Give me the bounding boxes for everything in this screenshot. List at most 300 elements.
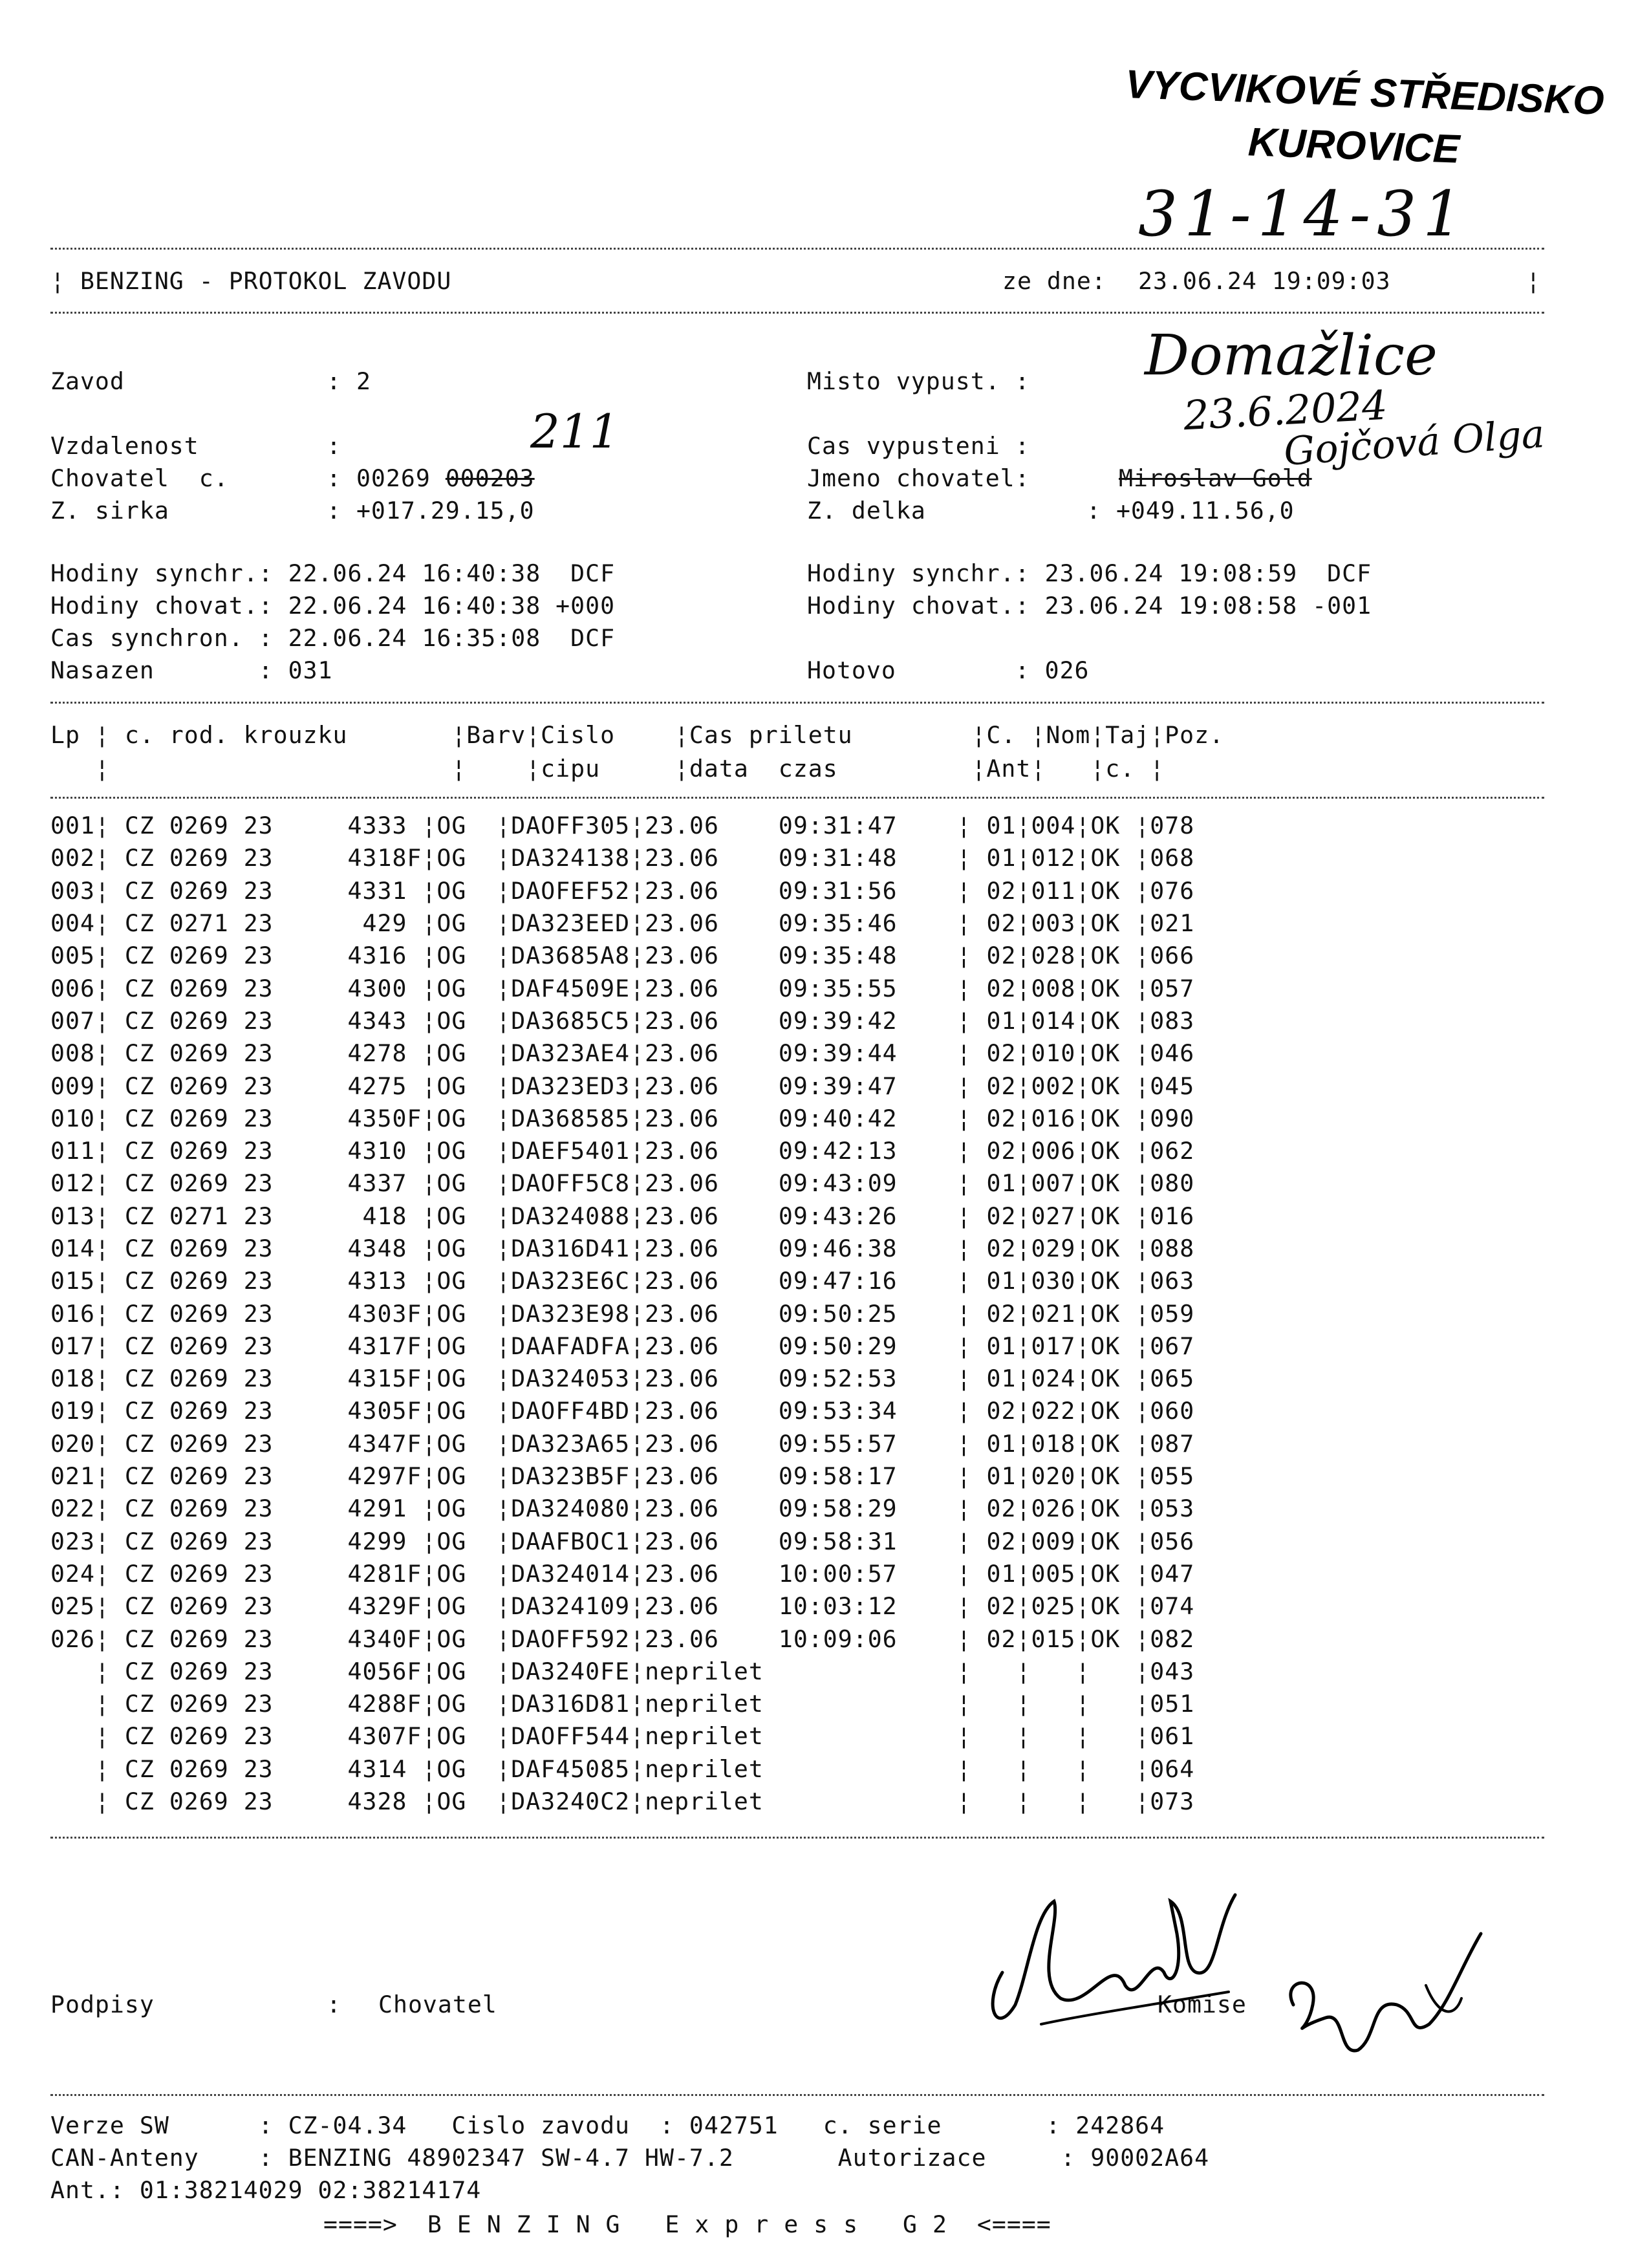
cell-taj: OK — [1090, 1397, 1136, 1425]
cell-antenna — [987, 1753, 1017, 1786]
results-body — [50, 810, 1194, 1818]
cell-ring: CZ 0269 23 — [124, 1787, 274, 1816]
cell-antenna — [987, 1786, 1017, 1818]
cell-arrival-time: 09:39:47 — [763, 1072, 912, 1100]
cell-antenna: 02 — [986, 1104, 1017, 1132]
cell-sep: ¦ — [94, 812, 125, 840]
cell-chip: DA324053 — [511, 1365, 630, 1393]
cell-sep: ¦ — [1016, 974, 1031, 1002]
cell-sep: ¦ — [94, 1625, 125, 1653]
cell-taj: OK — [1090, 1559, 1136, 1588]
cell-sep: ¦ — [422, 1495, 437, 1523]
cell-taj: OK — [1090, 876, 1136, 905]
cell-nom: 025 — [1031, 1592, 1076, 1621]
cell-sep: ¦ — [422, 1169, 437, 1198]
commission-signature — [1267, 1908, 1513, 2069]
cell-lp: 014 — [50, 1235, 95, 1262]
cell-sep: ¦ — [630, 1235, 645, 1262]
cell-taj: OK — [1090, 1332, 1136, 1360]
cell-taj: OK — [1090, 1267, 1136, 1295]
cell-sep: ¦ — [912, 1690, 987, 1718]
cell-sep: ¦ — [912, 1787, 987, 1816]
table-row — [50, 810, 1194, 842]
cell-ring-number: 4056F — [273, 1657, 422, 1685]
cell-sep: ¦ — [422, 1787, 437, 1816]
cell-ring: CZ 0269 23 — [124, 1657, 274, 1685]
cell-sep: ¦ — [1135, 1235, 1150, 1262]
cell-color: OG — [436, 844, 497, 872]
cell-nom: 024 — [1031, 1365, 1076, 1393]
cell-antenna: 01 — [986, 1462, 1017, 1491]
cell-position: 087 — [1150, 1429, 1195, 1458]
cell-sep: ¦ — [496, 1365, 512, 1393]
cell-chip: DA3240C2 — [511, 1787, 630, 1816]
cell-position: 061 — [1150, 1722, 1195, 1751]
cell-lp — [50, 1786, 95, 1818]
cell-arrival-date: 23.06 — [645, 1137, 719, 1165]
cell-position: 053 — [1150, 1495, 1195, 1523]
cell-arrival-time: 09:52:53 — [763, 1365, 912, 1393]
cell-ring-number: 4348 — [273, 1235, 422, 1262]
cell-sep: ¦ — [422, 1429, 437, 1458]
table-row — [50, 1590, 1194, 1623]
table-row — [50, 1070, 1194, 1102]
cell-arrival-date: 23.06 — [645, 876, 719, 905]
cell-color: OG — [436, 1559, 497, 1588]
cell-sep: ¦ — [1075, 1690, 1091, 1718]
cell-sep: ¦ — [94, 1397, 125, 1425]
cell-chip: DAF4509E — [511, 974, 630, 1002]
cell-sep: ¦ — [630, 974, 645, 1002]
cell-sep: ¦ — [912, 909, 987, 938]
cell-sep: ¦ — [94, 1690, 125, 1718]
cell-sep: ¦ — [1075, 1592, 1091, 1621]
cell-antenna: 01 — [986, 812, 1017, 840]
cell-sep: ¦ — [912, 812, 987, 840]
cell-chip: DAF45085 — [511, 1755, 630, 1783]
cell-position: 051 — [1150, 1690, 1195, 1718]
header-right-bar: ¦ — [1526, 267, 1541, 295]
cell-color: OG — [436, 1625, 497, 1653]
cell-chip: DA316D81 — [511, 1690, 630, 1718]
cell-color: OG — [436, 1039, 497, 1068]
cell-sep: ¦ — [1135, 909, 1150, 938]
sync-left-1: Hodiny synchr.: 22.06.24 16:40:38 DCF — [50, 559, 616, 587]
sync-left-2: Hodiny chovat.: 22.06.24 16:40:38 +000 — [50, 592, 616, 620]
cell-sep: ¦ — [1135, 876, 1150, 905]
cell-chip: DAOFF592 — [511, 1625, 630, 1653]
cell-sep: ¦ — [630, 1332, 645, 1360]
cell-lp: 025 — [50, 1592, 95, 1621]
cell-sep: ¦ — [1135, 1169, 1150, 1198]
cell-color: OG — [436, 812, 497, 840]
sync-left-4: Nasazen : 031 — [50, 656, 333, 684]
cell-nom: 009 — [1031, 1527, 1076, 1555]
cell-arrival-time: 09:35:46 — [763, 909, 912, 938]
podpisy-colon: : — [327, 1991, 341, 2018]
cell-nom: 017 — [1031, 1332, 1076, 1360]
cell-sep: ¦ — [94, 1429, 125, 1458]
cell-sep: ¦ — [630, 812, 645, 840]
cell-color: OG — [436, 942, 497, 970]
cell-sep: ¦ — [1016, 1397, 1031, 1425]
cell-nom: 027 — [1031, 1202, 1076, 1230]
cell-arrival-date: 23.06 — [645, 1429, 719, 1458]
cell-sep: ¦ — [1016, 1299, 1031, 1328]
protocol-title: ¦ BENZING - PROTOKOL ZAVODU — [50, 267, 452, 295]
cell-sep: ¦ — [94, 942, 125, 970]
cell-lp: 019 — [50, 1397, 95, 1425]
chovatel-struck-number: 000203 — [445, 464, 535, 492]
cell-sep: ¦ — [422, 1202, 437, 1230]
cell-arrival-date: 23.06 — [645, 909, 719, 938]
cell-arrival-time: 09:50:29 — [763, 1332, 912, 1360]
cell-sep: ¦ — [496, 942, 512, 970]
cell-sep: ¦ — [422, 1332, 437, 1360]
cell-sep: ¦ — [94, 1657, 125, 1685]
cell-sep: ¦ — [1016, 1072, 1031, 1100]
cell-sep: ¦ — [912, 1559, 987, 1588]
cell-sep: ¦ — [630, 1429, 645, 1458]
cell-sep: ¦ — [630, 1527, 645, 1555]
cell-position: 064 — [1150, 1755, 1195, 1783]
cell-sep: ¦ — [496, 1625, 512, 1653]
cell-arrival-time: 09:58:29 — [763, 1495, 912, 1523]
podpisy-label: Podpisy — [50, 1991, 155, 2018]
cell-ring: CZ 0269 23 — [124, 1137, 274, 1165]
cell-ring-number: 418 — [273, 1202, 422, 1230]
cell-arrival-date: 23.06 — [645, 1527, 719, 1555]
cell-arrival-date: 23.06 — [645, 1267, 719, 1295]
cell-sep: ¦ — [1135, 1559, 1150, 1588]
table-header-line-2: ¦ ¦ ¦cipu ¦data czas ¦Ant¦ ¦c. ¦ — [50, 755, 1165, 783]
cell-arrival-date: 23.06 — [645, 844, 719, 872]
cell-ring: CZ 0269 23 — [124, 1429, 274, 1458]
cell-sep: ¦ — [912, 1429, 987, 1458]
cell-sep: ¦ — [496, 1137, 512, 1165]
cell-arrival-time — [764, 1688, 912, 1720]
cell-sep: ¦ — [422, 1657, 437, 1685]
cell-sep: ¦ — [630, 1169, 645, 1198]
cell-sep: ¦ — [496, 1039, 512, 1068]
results-table — [50, 810, 1194, 1818]
cell-sep: ¦ — [630, 1755, 645, 1783]
cell-sep: ¦ — [1016, 942, 1031, 970]
cell-color: OG — [436, 974, 497, 1002]
cell-sep: ¦ — [630, 909, 645, 938]
cell-taj: OK — [1090, 844, 1136, 872]
cell-nom: 006 — [1031, 1137, 1076, 1165]
cell-sep: ¦ — [912, 1137, 987, 1165]
cell-position: 016 — [1150, 1202, 1195, 1230]
cell-nom: 015 — [1031, 1625, 1076, 1653]
cell-lp: 008 — [50, 1039, 95, 1068]
cell-sep: ¦ — [1016, 812, 1031, 840]
cell-ring-number: 4275 — [273, 1072, 422, 1100]
cell-sep: ¦ — [422, 1722, 437, 1751]
cell-color: OG — [436, 1462, 497, 1491]
sirka-value: : +017.29.15,0 — [327, 497, 535, 524]
table-row — [50, 1103, 1194, 1135]
cell-sep: ¦ — [422, 1299, 437, 1328]
cell-sep: ¦ — [94, 1722, 125, 1751]
cell-sep: ¦ — [1016, 1429, 1031, 1458]
cell-ring-number: 4305F — [273, 1397, 422, 1425]
cell-chip: DA3685C5 — [511, 1006, 630, 1035]
cell-arrival-date: 23.06 — [645, 1592, 719, 1621]
cell-arrival-date: 23.06 — [645, 1235, 719, 1262]
cell-lp: 024 — [50, 1559, 95, 1588]
cell-sep: ¦ — [94, 1137, 125, 1165]
cell-arrival-time — [764, 1753, 912, 1786]
cell-sep: ¦ — [94, 1787, 125, 1816]
stamp-line-1: VYCVIKOVÉ STŘEDISKO — [1125, 62, 1605, 124]
cell-sep: ¦ — [1135, 1527, 1150, 1555]
cell-sep: ¦ — [912, 1365, 987, 1393]
cell-arrival-time — [764, 1656, 912, 1688]
cell-arrival-time: 09:31:56 — [763, 876, 912, 905]
cell-sep: ¦ — [1135, 1495, 1150, 1523]
cell-arrival-date: 23.06 — [645, 1495, 719, 1523]
cell-ring-number: 4347F — [273, 1429, 422, 1458]
handwritten-name: Gojčová Olga — [1282, 411, 1546, 475]
cell-arrival-date: 23.06 — [645, 1332, 719, 1360]
cell-position: 080 — [1150, 1169, 1195, 1198]
cell-color: OG — [436, 1527, 497, 1555]
cell-arrival-time: 09:31:47 — [763, 812, 912, 840]
cell-chip: DA323A65 — [511, 1429, 630, 1458]
cell-position: 090 — [1150, 1104, 1195, 1132]
handwritten-code: 31-14-31 — [1138, 178, 1469, 250]
cell-color: OG — [436, 1787, 497, 1816]
cell-sep: ¦ — [1016, 1690, 1031, 1718]
cell-taj: OK — [1090, 1072, 1136, 1100]
cell-antenna: 02 — [986, 1039, 1017, 1068]
cell-sep: ¦ — [1135, 1104, 1150, 1132]
cell-arrival-date: 23.06 — [645, 974, 719, 1002]
cell-sep: ¦ — [1075, 909, 1091, 938]
cell-sep: ¦ — [496, 1657, 512, 1685]
cell-sep: ¦ — [630, 1625, 645, 1653]
cell-ring-number: 4314 — [273, 1755, 422, 1783]
delka-value: : +049.11.56,0 — [1086, 497, 1295, 524]
date-label: ze dne: — [1002, 267, 1106, 295]
cell-sep: ¦ — [1016, 1755, 1031, 1783]
cell-sep: ¦ — [496, 1559, 512, 1588]
cell-sep: ¦ — [496, 1202, 512, 1230]
cell-sep: ¦ — [630, 1657, 645, 1685]
cell-sep: ¦ — [1075, 1527, 1091, 1555]
cell-color: OG — [436, 1267, 497, 1295]
table-row — [50, 1167, 1194, 1200]
cell-sep: ¦ — [1075, 1137, 1091, 1165]
cell-nom — [1031, 1753, 1075, 1786]
cell-taj: OK — [1090, 1039, 1136, 1068]
cell-sep: ¦ — [1135, 1039, 1150, 1068]
table-header-line-1: Lp ¦ c. rod. krouzku ¦Barv¦Cislo ¦Cas priletu ¦C. ¦Nom¦Taj¦Poz. — [50, 721, 1225, 749]
cell-chip: DA324138 — [511, 844, 630, 872]
cell-sep: ¦ — [630, 1559, 645, 1588]
cell-ring: CZ 0269 23 — [124, 876, 274, 905]
cell-sep: ¦ — [912, 1397, 987, 1425]
cell-sep: ¦ — [1135, 1657, 1150, 1685]
cell-sep: ¦ — [94, 1495, 125, 1523]
cell-sep: ¦ — [912, 1169, 987, 1198]
cell-sep: ¦ — [1075, 1072, 1091, 1100]
cell-lp — [50, 1753, 95, 1786]
cell-sep: ¦ — [422, 1235, 437, 1262]
cell-sep: ¦ — [1016, 1462, 1031, 1491]
cell-ring-number: 4300 — [273, 974, 422, 1002]
cell-sep: ¦ — [912, 1495, 987, 1523]
cell-sep: ¦ — [630, 1462, 645, 1491]
table-row — [50, 842, 1194, 874]
cell-lp: 007 — [50, 1006, 95, 1035]
cell-chip: DAOFEF52 — [511, 876, 630, 905]
cell-color: OG — [436, 1072, 497, 1100]
cell-ring-number: 4333 — [273, 812, 422, 840]
cell-sep: ¦ — [496, 844, 512, 872]
cell-color: OG — [436, 1137, 497, 1165]
cell-sep: ¦ — [1075, 1755, 1091, 1783]
cell-antenna: 02 — [986, 1235, 1017, 1262]
cell-arrival-time: 10:03:12 — [763, 1592, 912, 1621]
cell-antenna: 01 — [986, 844, 1017, 872]
cell-ring-number: 4299 — [273, 1527, 422, 1555]
cell-sep: ¦ — [1016, 844, 1031, 872]
misto-label: Misto vypust. : — [807, 367, 1030, 395]
cell-sep: ¦ — [630, 1690, 645, 1718]
cell-nom: 010 — [1031, 1039, 1076, 1068]
cell-sep: ¦ — [496, 1006, 512, 1035]
cell-sep: ¦ — [912, 1462, 987, 1491]
delka-label: Z. delka — [807, 497, 926, 524]
cell-sep: ¦ — [94, 876, 125, 905]
cell-position: 056 — [1150, 1527, 1195, 1555]
cell-ring-number: 4350F — [273, 1104, 422, 1132]
cell-position: 082 — [1150, 1625, 1195, 1653]
cell-nom: 008 — [1031, 974, 1076, 1002]
cell-ring-number: 4278 — [273, 1039, 422, 1068]
cell-sep: ¦ — [422, 1104, 437, 1132]
cell-position: 063 — [1150, 1267, 1195, 1295]
cell-sep: ¦ — [94, 1527, 125, 1555]
cell-sep: ¦ — [912, 1625, 987, 1653]
cell-lp: 026 — [50, 1625, 95, 1653]
cell-sep: ¦ — [1016, 1039, 1031, 1068]
cell-position: 088 — [1150, 1235, 1195, 1262]
table-row — [50, 907, 1194, 940]
cell-color: OG — [436, 1104, 497, 1132]
cell-sep: ¦ — [496, 909, 512, 938]
cell-sep: ¦ — [422, 909, 437, 938]
cell-taj: OK — [1090, 909, 1136, 938]
handwritten-date: 23.6.2024 — [1182, 381, 1389, 440]
cell-antenna: 01 — [986, 1332, 1017, 1360]
cell-ring-number: 4288F — [273, 1690, 422, 1718]
cell-chip: DA323AE4 — [511, 1039, 630, 1068]
cell-arrival-date: 23.06 — [645, 1104, 719, 1132]
cell-sep: ¦ — [1016, 1592, 1031, 1621]
cell-sep: ¦ — [1016, 1625, 1031, 1653]
cell-arrival-date: 23.06 — [645, 1039, 719, 1068]
cell-sep: ¦ — [1075, 812, 1091, 840]
cell-lp: 018 — [50, 1365, 95, 1393]
cell-sep: ¦ — [1075, 844, 1091, 872]
cell-lp: 016 — [50, 1299, 95, 1328]
cell-nom: 021 — [1031, 1299, 1076, 1328]
footer-brand: ====> B E N Z I N G E x p r e s s G 2 <==== — [323, 2210, 1051, 2238]
cell-antenna: 02 — [986, 974, 1017, 1002]
cell-sep: ¦ — [1075, 1006, 1091, 1035]
cell-sep: ¦ — [1075, 1495, 1091, 1523]
cell-sep: ¦ — [94, 1332, 125, 1360]
cell-sep: ¦ — [630, 1006, 645, 1035]
cell-position: 021 — [1150, 909, 1195, 938]
cell-chip: DAOFF4BD — [511, 1397, 630, 1425]
cell-antenna: 02 — [986, 1137, 1017, 1165]
cell-sep: ¦ — [94, 1006, 125, 1035]
cell-chip: DA323EED — [511, 909, 630, 938]
cell-sep: ¦ — [496, 1495, 512, 1523]
cell-sep: ¦ — [1075, 1267, 1091, 1295]
cell-sep: ¦ — [912, 1202, 987, 1230]
cell-sep: ¦ — [496, 1104, 512, 1132]
stamp-line-2: KUROVICE — [1247, 120, 1461, 172]
cell-lp: 001 — [50, 812, 95, 840]
cell-position: 047 — [1150, 1559, 1195, 1588]
cell-taj — [1090, 1688, 1135, 1720]
cell-sep: ¦ — [630, 1267, 645, 1295]
cell-ring: CZ 0269 23 — [124, 1235, 274, 1262]
table-row — [50, 940, 1194, 972]
cell-taj: OK — [1090, 1202, 1136, 1230]
cell-arrival-time: 09:58:31 — [763, 1527, 912, 1555]
cell-sep: ¦ — [496, 1722, 512, 1751]
cell-color: OG — [436, 1235, 497, 1262]
cell-sep: ¦ — [630, 1104, 645, 1132]
cell-sep: ¦ — [496, 974, 512, 1002]
table-row — [50, 1753, 1194, 1786]
table-row — [50, 1428, 1194, 1460]
cell-sep: ¦ — [422, 1365, 437, 1393]
cell-sep: ¦ — [1075, 1657, 1091, 1685]
cell-sep: ¦ — [1075, 1169, 1091, 1198]
cell-sep: ¦ — [912, 1006, 987, 1035]
cell-lp: 011 — [50, 1137, 95, 1165]
cell-sep: ¦ — [1135, 974, 1150, 1002]
cell-chip: DAEF5401 — [511, 1137, 630, 1165]
cell-taj — [1090, 1720, 1135, 1753]
cell-antenna: 02 — [986, 1202, 1017, 1230]
vzdalenost-label: Vzdalenost — [50, 432, 199, 460]
cell-chip: DA324080 — [511, 1495, 630, 1523]
cell-sep: ¦ — [912, 1267, 987, 1295]
cell-lp: 003 — [50, 876, 95, 905]
cell-sep: ¦ — [1135, 942, 1150, 970]
cell-ring-number: 4337 — [273, 1169, 422, 1198]
cell-sep: ¦ — [496, 1169, 512, 1198]
cell-sep: ¦ — [422, 1039, 437, 1068]
cell-chip: DAOFF544 — [511, 1722, 630, 1751]
cell-sep: ¦ — [912, 1299, 987, 1328]
cell-position: 068 — [1150, 844, 1195, 872]
sirka-label: Z. sirka — [50, 497, 169, 524]
table-row — [50, 1233, 1194, 1265]
cell-ring-number: 4331 — [273, 876, 422, 905]
cell-ring-number: 4310 — [273, 1137, 422, 1165]
cell-sep: ¦ — [912, 1104, 987, 1132]
